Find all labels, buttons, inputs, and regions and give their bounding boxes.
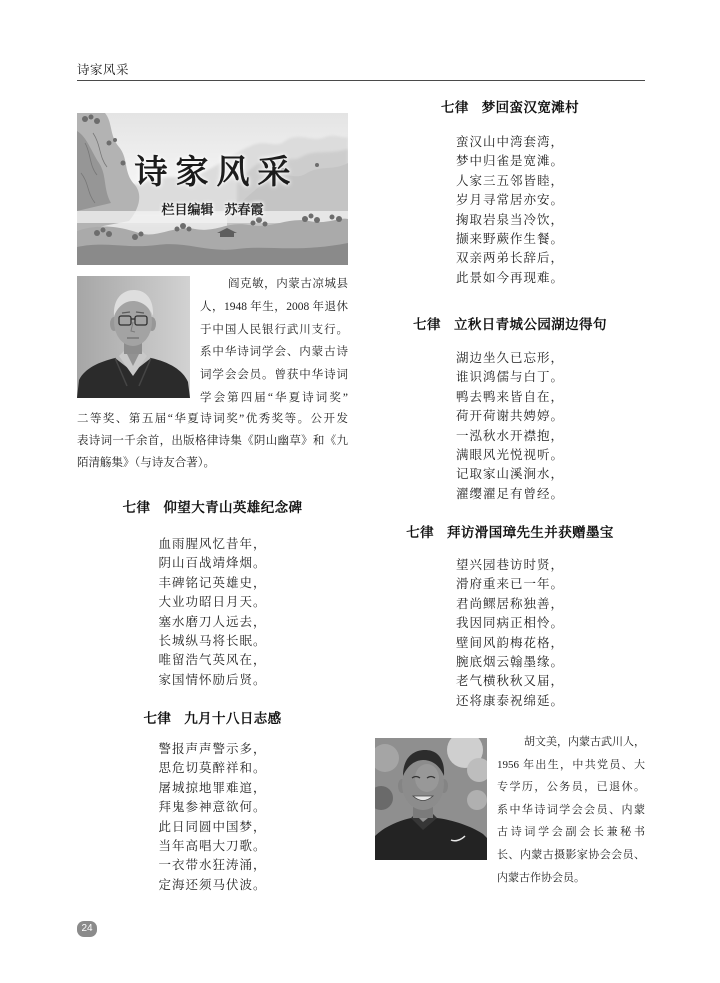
poem-line: 梦中归雀是宽滩。 xyxy=(455,154,564,169)
poem-line: 老气横秋秋又届， xyxy=(455,674,564,689)
poem-name: 九月十八日志感 xyxy=(184,711,282,726)
editor-label: 栏目编辑 xyxy=(161,202,214,217)
poem-line: 当年高唱大刀歌。 xyxy=(158,839,267,854)
bio-line: 系中华诗词学会会员、内蒙 xyxy=(497,803,645,816)
poem-line: 人家三五邻皆睦， xyxy=(455,173,564,188)
poem-line: 唯留浩气英风在， xyxy=(158,653,267,668)
poem-name: 梦回蛮汉宽滩村 xyxy=(481,100,580,115)
author-photo xyxy=(77,276,190,398)
poem-line: 撷来野蕨作生餐。 xyxy=(455,232,564,247)
poem-line: 还将康泰祝绵延。 xyxy=(455,693,564,708)
bio-line: 二等奖、第五届“华夏诗词奖”优秀奖等。公开发 xyxy=(77,413,348,425)
poem-line: 一泓秋水开襟抱， xyxy=(455,428,564,443)
poem xyxy=(375,317,645,504)
poem-title xyxy=(77,711,348,727)
poem-name: 拜访滑国璋先生并获赠墨宝 xyxy=(447,525,614,540)
poem-line: 大业功昭日月天。 xyxy=(158,595,267,610)
poem-form: 七律 xyxy=(122,500,151,515)
author-photo xyxy=(375,738,487,860)
bio-line: 陌清觞集》（与诗友合著）。 xyxy=(77,457,215,469)
poem-line: 一衣带水狂涛涌， xyxy=(158,858,267,873)
poem-body xyxy=(158,740,266,895)
poem-line: 鸭去鸭来皆自在， xyxy=(455,389,564,404)
poem-line: 血雨腥风忆昔年， xyxy=(158,537,267,551)
poem-form: 七律 xyxy=(406,525,434,540)
poem-line: 壁间风韵梅花格， xyxy=(455,635,564,650)
bio-line: 胡文美，内蒙古武川人， xyxy=(524,736,645,748)
header-rule xyxy=(77,80,645,81)
poem-line: 湖边坐久已忘形， xyxy=(455,351,564,365)
poem-line: 长城纵马将长眠。 xyxy=(158,634,267,649)
poem xyxy=(77,500,348,690)
page-number-badge: 24 xyxy=(77,921,97,937)
author-portrait-photo xyxy=(77,276,190,398)
bio-line: 系中华诗词学会、内蒙古诗 xyxy=(200,346,348,359)
poem-line: 丰碑铭记英雄史， xyxy=(158,575,267,590)
poem-title xyxy=(375,525,645,541)
bio-line: 阎克敏，内蒙古凉城县 xyxy=(228,278,348,290)
bio-line: 专学历，公务员，已退休。 xyxy=(497,781,645,794)
poem-body xyxy=(158,535,266,690)
bio-line: 表诗词一千余首，出版格律诗集《阴山幽草》和《九 xyxy=(77,435,348,447)
bio-line: 于中国人民银行武川支行。 xyxy=(200,323,348,336)
poem-line: 此景如今再现难。 xyxy=(455,270,564,285)
bio-line: 长、内蒙古摄影家协会会员、 xyxy=(497,848,645,861)
bio-line: 学会第四届“华夏诗词奖” xyxy=(200,391,348,404)
bio-line: 内蒙古作协会员。 xyxy=(497,871,585,884)
poem-title xyxy=(375,317,645,333)
poem-body xyxy=(456,349,564,504)
poem-line: 望兴园巷访时贤， xyxy=(455,558,564,572)
running-header-title: 诗家风采 xyxy=(77,63,130,77)
poem-title xyxy=(375,100,645,116)
poem-line: 此日同圆中国梦， xyxy=(158,819,267,834)
poem-line: 定海还须马伏波。 xyxy=(158,877,267,892)
poem-line: 蛮汉山中湾套湾， xyxy=(455,135,564,149)
author-bio xyxy=(497,731,645,889)
poem-line: 岁月寻常居亦安。 xyxy=(455,193,564,208)
column-banner xyxy=(77,113,348,265)
poem-line: 拜鬼参神意欲何。 xyxy=(158,800,267,815)
poem-line: 满眼风光悦视听。 xyxy=(455,448,564,463)
banner-editor-credit xyxy=(77,202,348,218)
poem xyxy=(375,525,645,711)
banner-title: 诗家风采 xyxy=(134,152,299,191)
poem-line: 君尚鳏居称独善， xyxy=(455,596,564,611)
poem xyxy=(375,100,645,288)
poem-form: 七律 xyxy=(143,711,172,726)
poem-name: 仰望大青山英雄纪念碑 xyxy=(163,500,303,515)
poem-body xyxy=(456,556,564,711)
poem-line: 双亲两弟长辞后， xyxy=(455,251,564,266)
poem-line: 滑府重来已一年。 xyxy=(455,577,564,592)
poem xyxy=(77,711,348,895)
author-bio-continued xyxy=(77,408,348,474)
bio-line: 1956 年出生，中共党员、大 xyxy=(497,758,645,771)
poem-title xyxy=(77,500,348,516)
poem-name: 立秋日青城公园湖边得句 xyxy=(453,317,607,332)
poem-line: 警报声声警示多， xyxy=(158,742,267,756)
poem-line: 阴山百战靖烽烟。 xyxy=(158,556,267,571)
poem-line: 家国情怀励后贤。 xyxy=(158,672,267,687)
poem-line: 荷开荷谢共娉婷。 xyxy=(455,409,564,424)
poem-form: 七律 xyxy=(440,100,469,115)
editor-name: 苏春霞 xyxy=(224,202,264,217)
poem-line: 记取家山溪涧水， xyxy=(455,467,564,482)
poem-line: 塞水磨刀人远去， xyxy=(158,614,267,629)
poem-line: 我因同病正相怜。 xyxy=(455,616,564,631)
poem-form: 七律 xyxy=(413,317,441,332)
poem-line: 濯缨濯足有曾经。 xyxy=(455,486,564,501)
poem-line: 腕底烟云翰墨缘。 xyxy=(455,655,564,670)
author-bio xyxy=(200,273,348,410)
poem-line: 谁识鸿儒与白丁。 xyxy=(455,370,564,385)
bio-line: 词学会会员。曾获中华诗词 xyxy=(200,369,348,382)
poem-line: 屠城掠地罪难逭， xyxy=(158,780,267,795)
poem-line: 思危切莫醉祥和。 xyxy=(158,761,267,776)
bio-line: 人，1948 年生，2008 年退休 xyxy=(200,300,348,313)
author-portrait-photo xyxy=(375,738,487,860)
poem-line: 掬取岩泉当冷饮， xyxy=(455,212,564,227)
bio-line: 古诗词学会副会长兼秘书 xyxy=(497,826,645,839)
poem-body xyxy=(456,133,564,288)
